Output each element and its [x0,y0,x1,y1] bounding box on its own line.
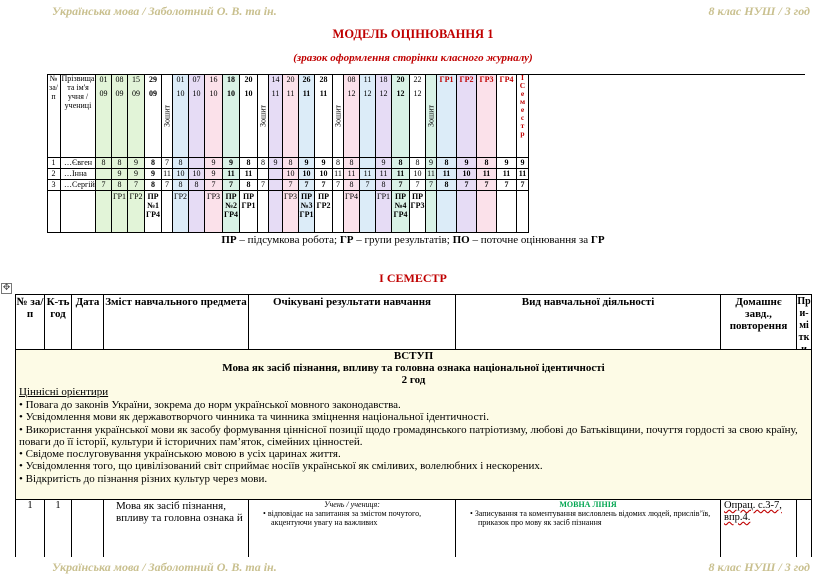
grade-cell: 11 [360,169,376,180]
student-name: …Сергій [61,180,96,191]
grade-cell: 7 [315,180,333,191]
activity-head: МОВНА ЛІНІЯ [559,500,617,509]
intro-title: Мова як засіб пізнання, впливу та головна ознака національної ідентичності [222,362,605,374]
header-notes: При-мітк [797,295,812,350]
journal-date-header [258,74,269,158]
journal-footer-cell [47,191,61,233]
journal-date-header: 14 11 [269,74,283,158]
grade-cell: 8 [173,158,189,169]
grade-cell: 10 [410,169,426,180]
grade-cell: 9 [315,158,333,169]
grade-cell [269,169,283,180]
grade-cell: 8 [258,158,269,169]
journal-date-header: 20 11 [283,74,299,158]
grade-cell [258,169,269,180]
grade-cell: 11 [344,169,360,180]
activity-text: Записування та коментування висловлень відомих людей, прислів’їв, приказок про мову як засіб пізнання [474,509,711,527]
grade-cell: 7 [162,158,173,169]
grade-cell: 10 [189,169,205,180]
journal-date-header: ГР2 [457,74,477,158]
grade-cell: 8 [344,180,360,191]
footer-author: Українська мова / Заболотний О. В. та ін. [52,560,277,574]
grade-cell: 11 [333,169,344,180]
journal-date-header: 28 11 [315,74,333,158]
legend-abbr: ПО [452,234,470,246]
work-label [258,191,269,233]
work-label [96,191,112,233]
grade-cell: 9 [497,158,517,169]
journal-date-header: 20 10 [240,74,258,158]
grade-cell: 9 [205,158,223,169]
legend-abbr: ГР [590,234,605,246]
header-grade: 8 клас НУШ / 3 год [708,4,810,18]
header-number: № за/п [16,295,45,350]
intro-section [16,350,812,500]
journal-date-header: 26 11 [299,74,315,158]
grade-cell: 11 [376,169,392,180]
journal-date-header: 18 10 [223,74,240,158]
header-date: Дата [72,295,104,350]
grade-cell: 11 [517,169,529,180]
work-label [162,191,173,233]
value-item: • Усвідомлення мови як державотворчого чинника та чинника зміцнення національної ідентичності. [19,411,811,423]
lesson-date [72,500,104,557]
grade-cell: 8 [392,158,410,169]
work-label: ПР ГР2 [315,191,333,233]
journal-footer-cell [61,191,96,233]
work-label [477,191,497,233]
journal-date-header: ГР3 [477,74,497,158]
lesson-outcomes [249,500,456,557]
table-move-handle-icon[interactable]: ✥ [2,283,11,293]
outcomes-text: відповідає на запитання за змістом почутого, акцентуючи увагу на важливих [267,509,422,527]
grade-cell: 7 [96,180,112,191]
grade-cell: 7 [333,180,344,191]
grade-cell: 7 [477,180,497,191]
value-item: • Свідоме послуговування українською мовою в усіх царинах життя. [19,448,811,460]
grade-cell: 9 [299,158,315,169]
footer-grade: 8 клас НУШ / 3 год [708,560,810,574]
work-label: ГР3 [283,191,299,233]
journal-legend: ПР – підсумкова робота; ГР – групи результатів; ПО – поточне оцінювання за ГР [221,234,605,246]
homework-text: Опрац. с.3-7, впр.4. [724,500,782,523]
grade-cell: 11 [392,169,410,180]
work-label: ГР4 [344,191,360,233]
grade-cell: 8 [112,158,128,169]
grade-cell: 9 [128,158,145,169]
value-item: • Повага до законів України, зокрема до норм української мовного законодавства. [19,399,811,411]
semester-vertical-label: І С е м е с т р [519,74,526,138]
grade-cell: 8 [477,158,497,169]
grade-cell: 8 [437,158,457,169]
grade-cell: 11 [477,169,497,180]
work-label: ПР №2 ГР4 [223,191,240,233]
grade-cell: 9 [376,158,392,169]
grade-cell: 7 [360,180,376,191]
work-label: ПР ГР3 [410,191,426,233]
grade-cell: 7 [517,180,529,191]
journal-date-header: ГР4 [497,74,517,158]
grade-cell: 11 [426,169,437,180]
grade-cell: 7 [283,180,299,191]
work-label [333,191,344,233]
journal-date-header: 29 09 [145,74,162,158]
journal-date-header: 01 10 [173,74,189,158]
journal-date-header: 08 09 [112,74,128,158]
work-label [457,191,477,233]
grade-cell: 7 [426,180,437,191]
work-label [360,191,376,233]
notebook-label: Зошит [258,104,268,127]
lesson-hours: 1 [45,500,72,557]
header-hours: К-ть год [45,295,72,350]
journal-date-header [517,74,529,158]
grade-cell: 11 [240,169,258,180]
values-title: Ціннісні орієнтири [19,386,109,398]
grade-cell: 9 [128,169,145,180]
header-homework: Домашнє завд., повторення [721,295,797,350]
student-number: 2 [47,169,61,180]
grade-cell: 7 [258,180,269,191]
journal-date-header: ГР1 [437,74,457,158]
grade-cell: 8 [112,180,128,191]
journal-date-header: 18 12 [376,74,392,158]
value-item: • Усвідомлення того, що цивілізований світ сприймає носіїв української як сміливих, волелюбних і нескорених. [19,460,811,472]
grade-cell: 9 [112,169,128,180]
grade-cell: 8 [240,180,258,191]
grade-cell: 8 [410,158,426,169]
work-label: ГР3 [205,191,223,233]
running-header [0,0,826,20]
grade-cell: 7 [205,180,223,191]
grade-cell: 9 [223,158,240,169]
running-footer [0,556,826,576]
grade-cell: 10 [299,169,315,180]
grade-cell [269,180,283,191]
header-content: Зміст навчального предмета [104,295,249,350]
grade-cell: 10 [457,169,477,180]
header-author: Українська мова / Заболотний О. В. та ін. [52,4,277,18]
grade-cell: 8 [96,158,112,169]
journal-date-header: 16 10 [205,74,223,158]
student-number: 1 [47,158,61,169]
notebook-label: Зошит [426,104,436,127]
journal-date-header: 08 12 [344,74,360,158]
values-list [19,399,811,485]
work-label [269,191,283,233]
grade-cell: 9 [205,169,223,180]
grade-cell: 7 [128,180,145,191]
journal-header-name: Прізвища та ім'я учня / учениці [61,74,96,158]
grade-cell: 8 [437,180,457,191]
grade-cell: 11 [223,169,240,180]
value-item: • Відкритість до пізнання різних культур через мови. [19,473,811,485]
journal-date-header: 01 09 [96,74,112,158]
grade-cell: 10 [315,169,333,180]
lesson-homework [721,500,797,557]
legend-abbr: ГР [339,234,354,246]
grade-cell: 8 [240,158,258,169]
lesson-plan-table [15,294,812,557]
journal-date-header: 22 12 [410,74,426,158]
journal-date-header: 07 10 [189,74,205,158]
grade-cell: 11 [437,169,457,180]
work-label: ПР №3 ГР1 [299,191,315,233]
intro-hours: 2 год [401,374,426,386]
grade-cell: 8 [376,180,392,191]
grade-cell [96,169,112,180]
work-label [189,191,205,233]
lesson-activity [456,500,721,557]
work-label [497,191,517,233]
lesson-number: 1 [16,500,45,557]
grade-cell: 8 [145,180,162,191]
notebook-label: Зошит [162,104,172,127]
grade-cell: 7 [497,180,517,191]
legend-abbr: ПР [221,234,237,246]
outcomes-head: Учень / учениця: [324,500,380,509]
intro-vstup: ВСТУП [393,350,434,362]
work-label: ГР1 [112,191,128,233]
grade-cell: 8 [283,158,299,169]
grade-cell: 10 [283,169,299,180]
grade-cell: 8 [344,158,360,169]
grade-cell: 8 [333,158,344,169]
outcomes-item: • відповідає на запитання за змістом почутого, акцентуючи увагу на важливих [263,509,422,527]
journal-date-header [333,74,344,158]
grade-cell: 8 [189,180,205,191]
grade-cell [189,158,205,169]
student-number: 3 [47,180,61,191]
journal-date-header: 20 12 [392,74,410,158]
lesson-notes [797,500,812,557]
student-name: …Євген [61,158,96,169]
journal-header-number: № за/п [47,74,61,158]
notebook-label: Зошит [333,104,343,127]
journal-date-header: 11 12 [360,74,376,158]
grade-cell: 9 [457,158,477,169]
grade-journal-table [47,74,805,233]
grade-cell: 7 [223,180,240,191]
model-title: МОДЕЛЬ ОЦІНЮВАННЯ 1 [332,27,494,41]
grade-cell: 8 [145,158,162,169]
grade-cell: 8 [173,180,189,191]
grade-cell: 7 [299,180,315,191]
work-label: ГР1 [376,191,392,233]
grade-cell: 9 [269,158,283,169]
header-outcomes: Очікувані результати навчання [249,295,456,350]
work-label [437,191,457,233]
student-name: …Інна [61,169,96,180]
value-item: • Використання української мови як засобу формування ціннісної позиції щодо громадянського патріотизму, любові до Батьківщини, почуття гордості за свою країну, поваги до її історії, культури й історичних пам’яток, сімейних цінностей. [19,424,811,449]
grade-cell: 9 [426,158,437,169]
semester-title: І СЕМЕСТР [379,271,447,285]
work-label [426,191,437,233]
work-label: ПР ГР1 [240,191,258,233]
work-label [517,191,529,233]
work-label: ПР №4 ГР4 [392,191,410,233]
grade-cell: 7 [392,180,410,191]
journal-date-header: 15 09 [128,74,145,158]
journal-date-header [426,74,437,158]
work-label: ГР2 [173,191,189,233]
grade-cell [360,158,376,169]
grade-cell: 9 [145,169,162,180]
model-subtitle: (зразок оформлення сторінки класного журналу) [293,52,533,64]
activity-item: • Записування та коментування висловлень відомих людей, прислів’їв, приказок про мову як засіб пізнання [470,509,711,527]
work-label: ГР2 [128,191,145,233]
grade-cell: 10 [173,169,189,180]
grade-cell: 7 [410,180,426,191]
lesson-content: Мова як засіб пізнання, впливу та головна ознака й [104,500,249,557]
grade-cell: 11 [162,169,173,180]
grade-cell: 7 [457,180,477,191]
grade-cell: 9 [517,158,529,169]
work-label: ПР №1 ГР4 [145,191,162,233]
grade-cell: 11 [497,169,517,180]
header-activity: Вид навчальної діяльності [456,295,721,350]
journal-date-header [162,74,173,158]
grade-cell: 7 [162,180,173,191]
